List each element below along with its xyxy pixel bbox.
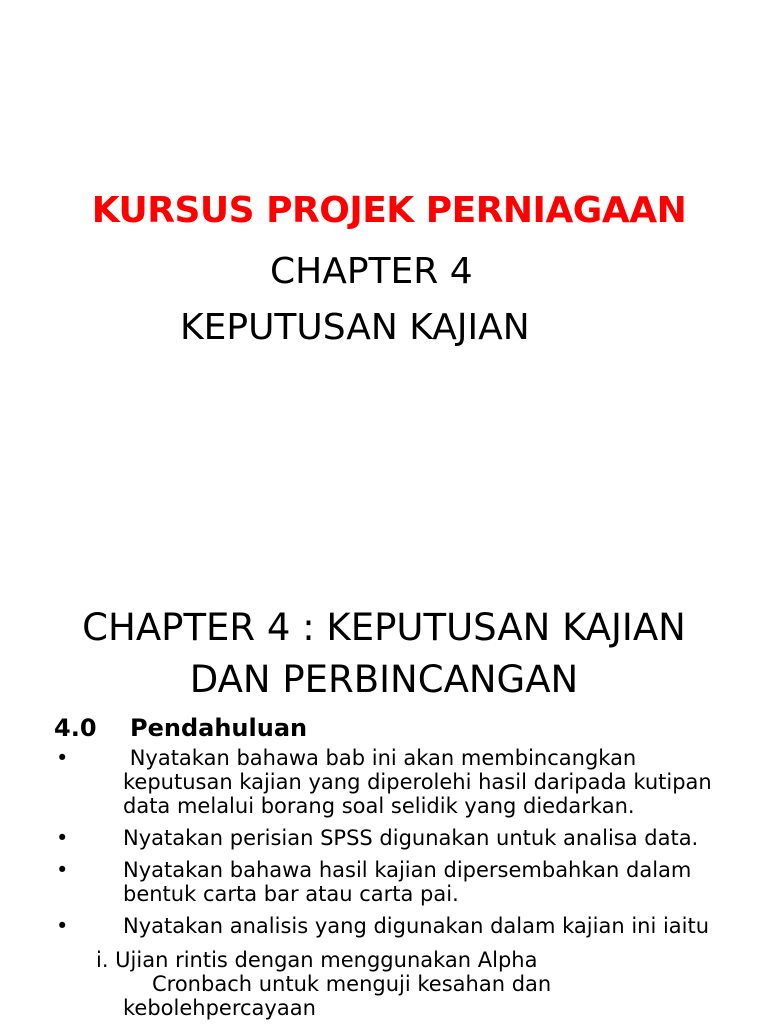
slide-title-line-1: CHAPTER 4 : KEPUTUSAN KAJIAN	[82, 606, 686, 649]
list-item	[0, 826, 768, 850]
sub-item	[96, 948, 736, 1020]
bullet-icon: •	[56, 914, 69, 938]
sub-item-line-1: i. Ujian rintis dengan menggunakan Alpha	[96, 948, 538, 972]
course-title: KURSUS PROJEK PERNIAGAAN	[91, 190, 687, 231]
section-number: 4.0	[54, 714, 97, 742]
list-item	[0, 746, 768, 818]
content-slide	[0, 576, 768, 1024]
section-title: Pendahuluan	[130, 714, 308, 742]
sub-item-line-3: kebolehpercayaan	[123, 996, 316, 1020]
slide-title	[0, 602, 768, 706]
sub-item-line-2: Cronbach untuk menguji kesahan dan	[152, 972, 552, 996]
bullet-text: Nyatakan bahawa hasil kajian dipersembahkan dalam bentuk carta bar atau carta pai.	[123, 858, 692, 906]
chapter-label: CHAPTER 4	[270, 251, 473, 292]
bullet-text: Nyatakan perisian SPSS digunakan untuk analisa data.	[123, 826, 699, 850]
list-item	[0, 858, 768, 906]
section-heading	[54, 714, 307, 742]
chapter-subtitle: KEPUTUSAN KAJIAN	[180, 307, 530, 348]
bullet-text: Nyatakan analisis yang digunakan dalam kajian ini iaitu	[123, 914, 710, 938]
list-item	[0, 914, 768, 938]
bullet-text: Nyatakan bahawa bab ini akan membincangkan keputusan kajian yang diperolehi hasil daripada kutipan data melalui borang soal selidik yang diedarkan.	[123, 746, 719, 818]
bullet-icon: •	[56, 746, 69, 770]
bullet-icon: •	[56, 826, 69, 850]
slide-title-line-2: DAN PERBINCANGAN	[189, 658, 579, 701]
bullet-icon: •	[56, 858, 69, 882]
bullet-list	[0, 746, 768, 946]
